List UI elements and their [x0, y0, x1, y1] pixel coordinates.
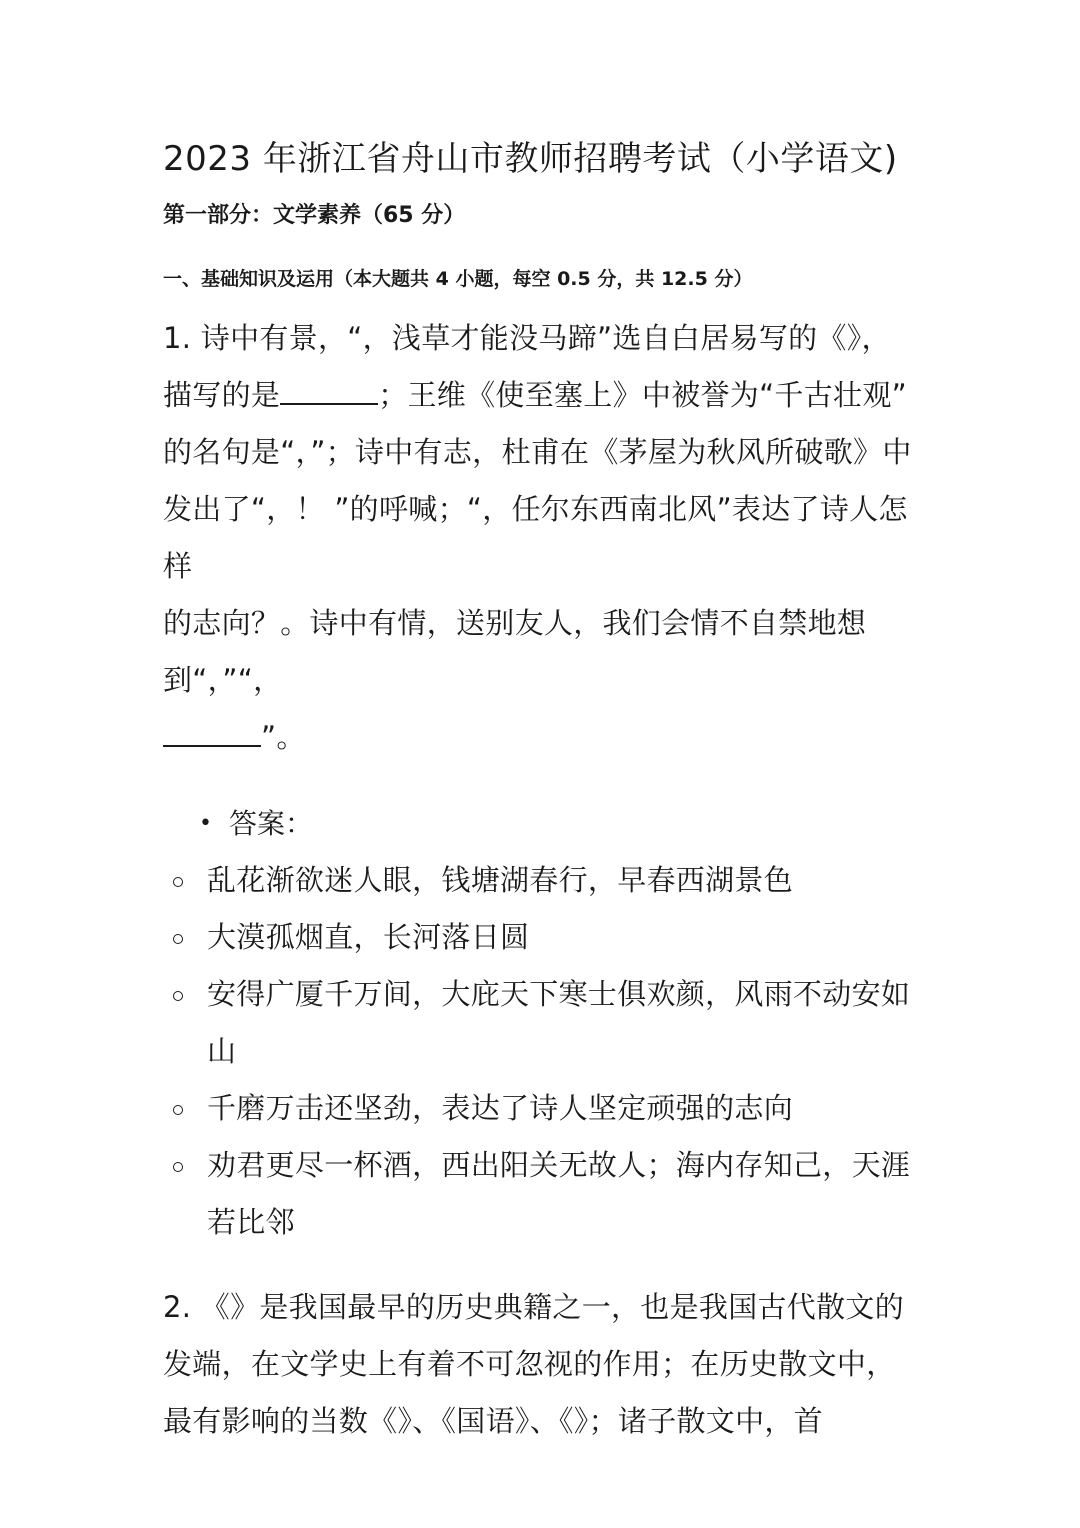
- circle-bullet-icon: [173, 1105, 183, 1115]
- question-2-line-2: 发端，在文学史上有着不可忽视的作用；在历史散文中，: [163, 1347, 896, 1381]
- list-item: [163, 852, 933, 909]
- question-1-line-3: 的名句是“，”；诗中有志，杜甫在《茅屋为秋风所破歌》中: [163, 435, 912, 469]
- list-item: [163, 1137, 933, 1251]
- question-1-line-4: 发出了“，！ ”的呼喊；“，任尔东西南北风”表达了诗人怎样: [163, 492, 908, 583]
- list-item: [163, 1080, 933, 1137]
- question-2-line-3: 最有影响的当数《》、《国语》、《》；诸子散文中，首: [163, 1404, 824, 1438]
- answer-blank: [163, 715, 261, 747]
- question-1: [163, 310, 933, 766]
- circle-bullet-icon: [173, 1162, 183, 1172]
- answer-text: 乱花渐欲迷人眼，钱塘湖春行，早春西湖景色: [207, 863, 794, 897]
- section-heading: 一、基础知识及运用（本大题共 4 小题，每空 0.5 分，共 12.5 分）: [163, 268, 753, 290]
- part-heading: 第一部分：文学素养（65 分）: [163, 203, 466, 228]
- circle-bullet-icon: [173, 934, 183, 944]
- question-1-line-2-start: 描写的是: [163, 378, 281, 412]
- question-1-line-1: 1. 诗中有景，“，浅草才能没马蹄”选自白居易写的《》，: [163, 321, 891, 355]
- document-page: [163, 130, 933, 1450]
- question-1-line-5: 的志向？。诗中有情，送别友人，我们会情不自禁地想到“，”“，: [163, 606, 867, 697]
- question-1-line-6: [163, 709, 933, 766]
- circle-bullet-icon: [173, 991, 183, 1001]
- answer-block: [163, 796, 933, 1251]
- answer-list: [163, 852, 933, 1251]
- question-2-line-1: 2. 《》是我国最早的历史典籍之一，也是我国古代散文的: [163, 1290, 904, 1324]
- answer-text: 大漠孤烟直，长河落日圆: [207, 920, 530, 954]
- question-1-line-2-end: ；王维《使至塞上》中被誉为“千古壮观”: [378, 378, 907, 412]
- answer-blank: [280, 373, 378, 405]
- list-item: [163, 909, 933, 966]
- question-1-line-6-end: ”。: [261, 720, 306, 754]
- answer-heading: [163, 796, 933, 852]
- circle-bullet-icon: [173, 877, 183, 887]
- answer-text: 劝君更尽一杯酒，西出阳关无故人；海内存知己，天涯若比邻: [207, 1148, 911, 1239]
- answer-label: 答案：: [229, 807, 314, 840]
- question-2: [163, 1279, 933, 1450]
- document-title: 2023 年浙江省舟山市教师招聘考试（小学语文): [163, 139, 898, 179]
- bullet-icon: •: [199, 811, 212, 836]
- answer-text: 安得广厦千万间，大庇天下寒士俱欢颜，风雨不动安如山: [207, 977, 911, 1068]
- question-1-line-2: [163, 367, 933, 424]
- answer-text: 千磨万击还坚劲，表达了诗人坚定顽强的志向: [207, 1091, 794, 1125]
- list-item: [163, 966, 933, 1080]
